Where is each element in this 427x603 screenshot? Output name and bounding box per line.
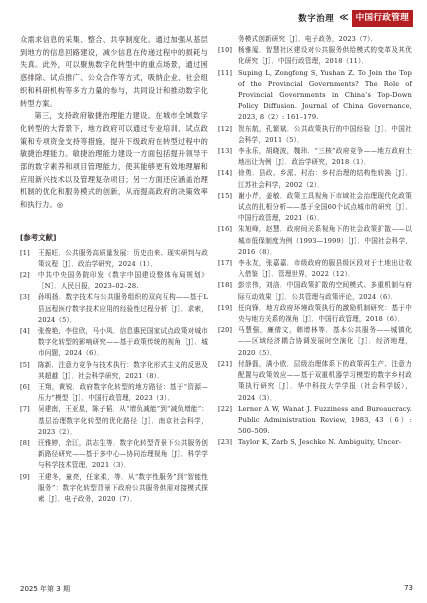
body-paragraph-continued: 众需求信息的采集、整合、共享制度化。通过加强从基层到地方的信息回路建设，减少信息在传递过程中的损耗与失真。此外，可以聚焦数字化转型中的重点场景，通过困惑排除、试点推广、公众合作等方式，吸纳企业、社会组织和科研机构等多方力量的参与，共同设计和推动数字化转型方案。	[20, 35, 208, 108]
reference-text: 汪雅婷，余江，洪志生等．数字化转型背景下公共服务创新路径研究——基于多中心—协同治理视角［J］．科学学与科学技术管理，2021（3）．	[38, 439, 208, 470]
reference-text: 马慧强，廉倩文，韩增林等．基本公共服务——城镇化——区域经济耦合协调发展时空演化［J］．经济地理，2020（5）．	[238, 326, 412, 357]
reference-item	[218, 280, 412, 302]
reference-item	[20, 404, 208, 438]
section-name: 数字治理	[298, 13, 335, 23]
reference-number: [15]	[218, 191, 233, 200]
reference-item-continued	[218, 34, 412, 45]
article-end-mark: ◎	[56, 201, 64, 210]
running-head	[298, 8, 413, 28]
reference-number: [18]	[218, 281, 233, 290]
left-column	[20, 34, 208, 505]
reference-item	[218, 404, 412, 438]
reference-number: [12]	[218, 124, 233, 133]
reference-item	[218, 359, 412, 404]
reference-text: 李永乐，胡晓波，魏玮．“三核”政府竞争——地方政府土地出让为例［J］．政治学研究，2018（1）．	[238, 147, 412, 167]
reference-item	[20, 248, 208, 270]
double-chevron-icon: ≪	[339, 13, 349, 23]
reference-text: 徐勇．县政、乡派、村治：乡村治理的结构性转换［J］．江苏社会科学，2002（2）．	[238, 169, 412, 189]
reference-item	[218, 224, 412, 258]
reference-number: [9]	[20, 472, 30, 481]
reference-number: [14]	[218, 169, 233, 178]
references-heading: [参考文献]	[20, 232, 57, 242]
reference-item	[218, 168, 412, 190]
reference-text: 吴建南，王亚星，陈子韬．从“增负减能”到“减负增能”：基层治理数字化转型的优化路径［J］．南京社会科学，2023（2）．	[38, 405, 208, 436]
reference-item	[218, 303, 412, 325]
body-paragraph-third-point	[20, 110, 208, 212]
reference-item	[20, 382, 208, 404]
reference-text: Lerner A W, Wanat J. Fuzziness and Bureaucracy. Public Administration Review, 1983, 43（6）: 500–509.	[238, 404, 412, 436]
reference-item	[20, 360, 208, 382]
reference-number: [23]	[218, 438, 233, 447]
reference-text: 陈新．注意力竞争与技术执行：数字化形式主义的反思及其超越［J］．社会科学研究，2021（8）．	[38, 360, 208, 380]
reference-number: [3]	[20, 293, 30, 302]
reference-list-left	[20, 248, 208, 506]
reference-item	[218, 437, 412, 448]
body-paragraph-third-point-text: 第三，支持政府敏捷治理能力建设。在城市全域数字化转型的大背景下，地方政府可以通过专业培训、试点政策和专项资金支持等措施，提升下级政府在转型过程中的敏捷治理能力。敏捷治理能力建设一方面包括提升领导干部的数字素养和项目管理能力，使其能够更有效地理解和应用新兴技术以及管理复杂项目；另一方面还应涵盖治理机制的优化和服务模式的创新，从而提高政府的决策效率和执行力。	[20, 111, 208, 210]
reference-text: 付静磊，满小欧．层级治理体系下的政策再生产、注意力配置与政策效应——基于双重机器学习模型的数字乡村政策执行研究［J］．华中科技大学学报（社会科学版），2024（3）．	[238, 359, 412, 402]
reference-number	[218, 34, 238, 45]
right-column	[218, 34, 412, 449]
reference-text: 贺东航，孔繁斌．公共政策执行的中国经验［J］．中国社会科学，2011（5）．	[238, 124, 412, 144]
reference-number: [6]	[20, 382, 30, 391]
reference-number: [11]	[218, 68, 233, 77]
reference-text: 王建冬，童亮，任家柔，等．从“数字性服务”到“智能性服务”：数字化转型背景下政府公共服务供需对接模式探索［J］．电子政务，2020（7）．	[38, 472, 208, 504]
issue-label: 2025 年第 3 期	[20, 585, 70, 593]
reference-number: [21]	[218, 359, 233, 368]
reference-item	[218, 45, 412, 67]
reference-text: 任向锋．地方政府环境政策执行的激励机制研究：基于中央与地方关系的视角［J］．中国行政管理，2018（6）．	[238, 303, 412, 324]
reference-list-right	[218, 34, 412, 449]
reference-number: [8]	[20, 439, 30, 447]
reference-text: 孙明扬．数字技术与公共服务组织的双向互构——基于L县远程医疗数字技术应用的经验性过程分析［J］．求索，2024（5）．	[38, 293, 208, 324]
reference-item	[218, 258, 412, 280]
reference-item	[218, 146, 412, 168]
reference-text: 杨雅厦．智慧社区建设对公共服务供给模式的变革及其优化研究［J］．中国行政管理，2018（11）．	[238, 46, 412, 66]
reference-text: 朱旭峰，赵慧．政府间关系视角下的社会政策扩散——以城市低保制度为例（1993—1999）［J］．中国社会科学，2016（8）．	[238, 225, 412, 256]
reference-number: [10]	[218, 46, 233, 55]
reference-text: 彭宗伟，刘洛．中国政策扩散的空间模式、多重机制与府际互动效果［J］．公共管理与政策评论，2024（6）．	[238, 281, 412, 301]
page-number: 73	[404, 584, 413, 592]
reference-item	[20, 326, 208, 360]
reference-number: [22]	[218, 404, 233, 413]
reference-text: 李永友，张嘉嘉．市级政府的服县级区段对于土地出让收入借鉴［J］．管理世界，2022（12）．	[238, 259, 412, 279]
reference-number: [4]	[20, 326, 30, 335]
reference-text: 务模式创新研究［J］．电子政务，2023（7）．	[238, 35, 378, 43]
reference-number: [2]	[20, 270, 30, 279]
reference-number: [1]	[20, 248, 30, 257]
reference-number: [5]	[20, 360, 30, 369]
reference-number: [7]	[20, 405, 30, 414]
reference-text: Suping L, Zongfeng S, Yushan Z. To Join the Top of the Provincial Governments? The Role of Provincial Governments in China’s Top-Down Policy Diffusion. Journal of China Governance, 2023, 8（2）: 161–179.	[238, 68, 412, 122]
reference-item	[20, 472, 208, 506]
reference-item	[20, 292, 208, 326]
reference-text: 张俊艳，李佳欣，马小凤．信息惠民国家试点政策对城市数字化转型的影响研究——基于政策传统的视角［J］．城市问题，2024（6）．	[38, 326, 208, 358]
reference-text: 王振旺．公共服务高质量发展：历史由来、现实研判与政策议程［J］．政治学研究，2024（1）．	[38, 248, 208, 268]
reference-item	[20, 270, 208, 292]
reference-text: 中共中央国务院印发《数字中国建设整体布局规划》［N］．人民日报，2023–02–28.	[38, 270, 208, 291]
reference-text: 王翔，黄锐．政府数字化转型的地方路径：基于“资源—压力”模型［J］．中国行政管理，2023（3）．	[38, 382, 208, 403]
reference-number: [13]	[218, 147, 233, 156]
reference-number: [19]	[218, 303, 233, 312]
reference-text: Taylor K, Zarb S, Jeschke N. Ambiguity, Uncer-	[238, 438, 402, 447]
reference-text: 谢小芹，姜敏．政策工具视角下市域社会治理现代化政策试点的扎根分析——基于全国60个试点城市的研究［J］．中国行政管理，2021（6）．	[238, 191, 412, 223]
reference-number: [17]	[218, 259, 233, 268]
reference-number: [16]	[218, 225, 233, 234]
reference-item	[218, 68, 412, 124]
journal-logo: 中国行政管理	[352, 10, 413, 27]
reference-item	[218, 325, 412, 359]
reference-item	[218, 124, 412, 146]
reference-number: [20]	[218, 326, 233, 335]
reference-item	[218, 191, 412, 225]
reference-item	[20, 438, 208, 472]
